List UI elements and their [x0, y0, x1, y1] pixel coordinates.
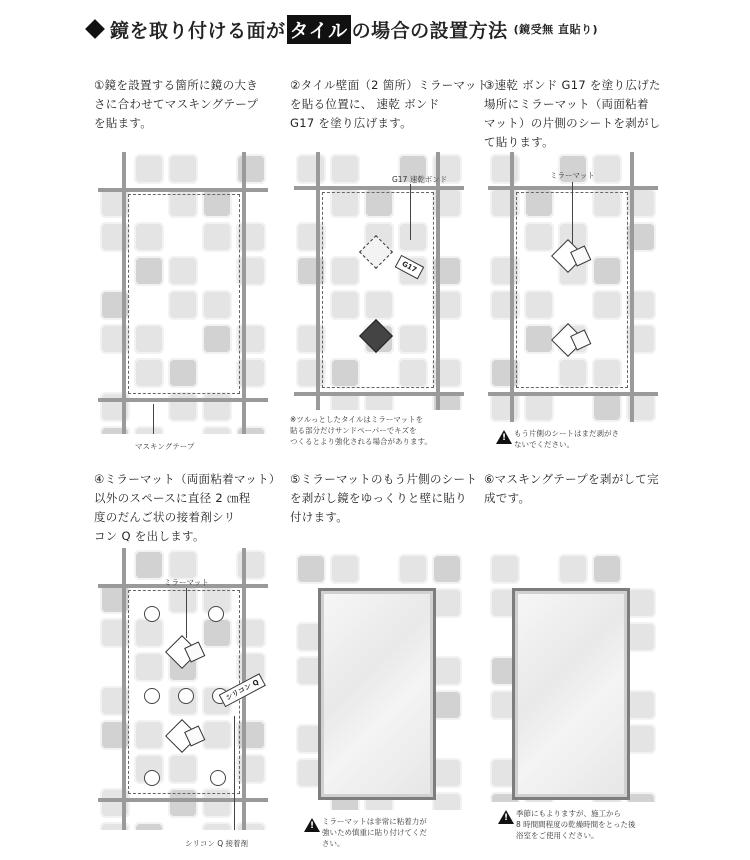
warning-icon — [304, 818, 320, 832]
wall-tile — [134, 154, 164, 184]
step-1-line: さに合わせてマスキングテープ — [94, 97, 259, 111]
step-1-line: を貼ます。 — [94, 116, 153, 130]
wall-tile — [626, 588, 656, 618]
wall-tile — [432, 554, 462, 584]
panel-step-2 — [294, 152, 464, 410]
wall-tile — [558, 554, 588, 584]
wall-tile — [296, 554, 326, 584]
wall-tile — [330, 554, 360, 584]
warning-line: ないでください。 — [514, 440, 574, 449]
step-3-text — [484, 76, 661, 152]
tape-left — [510, 152, 514, 422]
wall-tile — [134, 426, 164, 434]
wall-tile — [296, 154, 326, 184]
silicon-dot — [208, 606, 224, 622]
step-2-text — [290, 76, 489, 133]
tape-right — [242, 152, 246, 434]
tile-note-line: 貼る部分だけサンドペーパーでキズを — [290, 426, 417, 435]
step-3-line: ③速乾 ボンド G17 を塗り広げた — [484, 78, 661, 92]
warning-line: 季節にもよりますが、施工から — [516, 809, 621, 818]
step-4-line: コン Q を出します。 — [94, 529, 205, 543]
step-4-line: ④ミラーマット（両面粘着マット） — [94, 472, 281, 486]
mirror-mat-label: ミラーマット — [164, 578, 209, 587]
title-part1: 鏡を取り付ける面が — [110, 19, 286, 42]
tile-note-line: つくるとより強化される場合があります。 — [290, 437, 432, 446]
wall-tile — [236, 256, 266, 286]
step-1-text — [94, 76, 258, 133]
wall-tile — [202, 822, 232, 830]
wall-tile — [168, 550, 198, 580]
step-6-text — [484, 470, 659, 508]
warning-line: 8 時間間程度の乾燥時間をとった後 — [516, 820, 636, 829]
wall-tile — [202, 426, 232, 434]
silicon-dot — [144, 770, 160, 786]
tape-left — [316, 152, 320, 410]
warning-line: 強いため慎重に貼り付けてくだ — [322, 828, 427, 837]
wall-tile — [432, 656, 462, 686]
wall-tile — [592, 554, 622, 584]
wall-tile — [490, 554, 520, 584]
silicon-tube-icon: シリコン Q — [219, 673, 266, 707]
g17-tube-icon: G17 — [395, 255, 424, 279]
wall-tile — [202, 392, 232, 422]
step-2-line: ②タイル壁面（2 箇所）ミラーマット — [290, 78, 489, 92]
step-4-line: 度のだんご状の接着剤シリ — [94, 510, 236, 524]
warning-step-6 — [516, 808, 636, 841]
warning-icon — [498, 810, 514, 824]
step-6-line: 成です。 — [484, 491, 531, 505]
step-3-line: マット）の片側のシートを剥がし — [484, 116, 661, 130]
step-2-line: G17 を塗り広げます。 — [290, 116, 412, 130]
wall-tile — [524, 392, 554, 422]
wall-tile — [236, 324, 266, 354]
g17-bond-label: G17 速乾ボンド — [392, 175, 448, 184]
tile-note-line: ※ツルっとしたタイルはミラーマットを — [290, 415, 424, 424]
warning-line: 浴室をご使用ください。 — [516, 831, 599, 840]
wall-tile — [236, 720, 266, 750]
panel-step-3 — [488, 152, 658, 422]
wall-tile — [592, 154, 622, 184]
wall-tile — [236, 822, 266, 830]
warning-step-5 — [322, 816, 427, 849]
wall-tile — [236, 550, 266, 580]
step-1-line: ①鏡を設置する箇所に鏡の大き — [94, 78, 259, 92]
tape-left — [122, 152, 126, 434]
wall-tile — [398, 554, 428, 584]
wall-tile — [236, 154, 266, 184]
warning-line: さい。 — [322, 839, 345, 848]
wall-tile — [432, 690, 462, 720]
step-5-line: 付けます。 — [290, 510, 349, 524]
step-3-line: て貼ります。 — [484, 135, 554, 149]
wall-tile — [592, 392, 622, 422]
wall-tile — [236, 358, 266, 388]
warning-line: ミラーマットは非常に粘着力が — [322, 817, 427, 826]
step-5-text — [290, 470, 477, 527]
mirror-mat-arrow — [186, 588, 187, 638]
silicon-dot — [144, 606, 160, 622]
mirror-mat-arrow — [572, 182, 573, 244]
title-part2: の場合の設置方法 — [351, 19, 508, 42]
warning-step-3 — [514, 428, 619, 450]
mirror-outline — [128, 194, 240, 394]
silicon-adhesive-label: シリコン Q 接着剤 — [185, 839, 249, 848]
wall-tile — [134, 822, 164, 830]
mirror — [318, 588, 436, 800]
wall-tile — [432, 758, 462, 788]
panel-step-4 — [98, 548, 268, 830]
step-4-text — [94, 470, 281, 546]
wall-tile — [626, 690, 656, 720]
tape-right — [630, 152, 634, 422]
diamond-bullet-icon — [85, 19, 105, 39]
masking-tape-label: マスキングテープ — [135, 442, 195, 451]
wall-tile — [330, 154, 360, 184]
wall-tile — [168, 154, 198, 184]
panel-step-5 — [294, 552, 464, 810]
masking-tape-arrow — [153, 404, 154, 434]
mirror-mat-label: ミラーマット — [550, 171, 595, 180]
step-4-line: 以外のスペースに直径 2 ㎝程 — [94, 491, 251, 505]
wall-tile — [490, 392, 520, 422]
silicon-dot — [178, 688, 194, 704]
tape-right — [436, 152, 440, 410]
panel-step-1 — [98, 152, 268, 434]
step-2-line: を貼る位置に、 速乾 ボンド — [290, 97, 440, 111]
wall-tile — [490, 154, 520, 184]
wall-tile — [236, 222, 266, 252]
mirror-outline — [322, 192, 434, 388]
title-note: (鏡受無 直貼り) — [513, 23, 599, 36]
mirror — [512, 588, 630, 800]
wall-tile — [134, 550, 164, 580]
step-3-line: 場所にミラーマット（両面粘着 — [484, 97, 649, 111]
panel-step-6 — [488, 552, 658, 802]
wall-tile — [432, 588, 462, 618]
tile-note — [290, 414, 432, 447]
wall-tile — [432, 792, 462, 810]
step-6-line: ⑥マスキングテープを剥がして完 — [484, 472, 659, 486]
wall-tile — [626, 724, 656, 754]
page-title — [88, 12, 598, 46]
silicon-dot — [210, 770, 226, 786]
wall-tile — [236, 754, 266, 784]
step-5-line: ⑤ミラーマットのもう片側のシート — [290, 472, 478, 486]
wall-tile — [626, 792, 656, 802]
tape-left — [122, 548, 126, 830]
wall-tile — [168, 392, 198, 422]
silicon-arrow — [234, 716, 235, 830]
title-highlight: タイル — [287, 15, 351, 44]
step-5-line: を剥がし鏡をゆっくりと壁に貼り — [290, 491, 467, 505]
wall-tile — [236, 426, 266, 434]
wall-tile — [626, 622, 656, 652]
g17-bond-arrow — [410, 184, 411, 240]
silicon-dot — [144, 688, 160, 704]
warning-line: もう片側のシートはまだ剥がさ — [514, 429, 619, 438]
warning-icon — [496, 430, 512, 444]
wall-tile — [236, 618, 266, 648]
